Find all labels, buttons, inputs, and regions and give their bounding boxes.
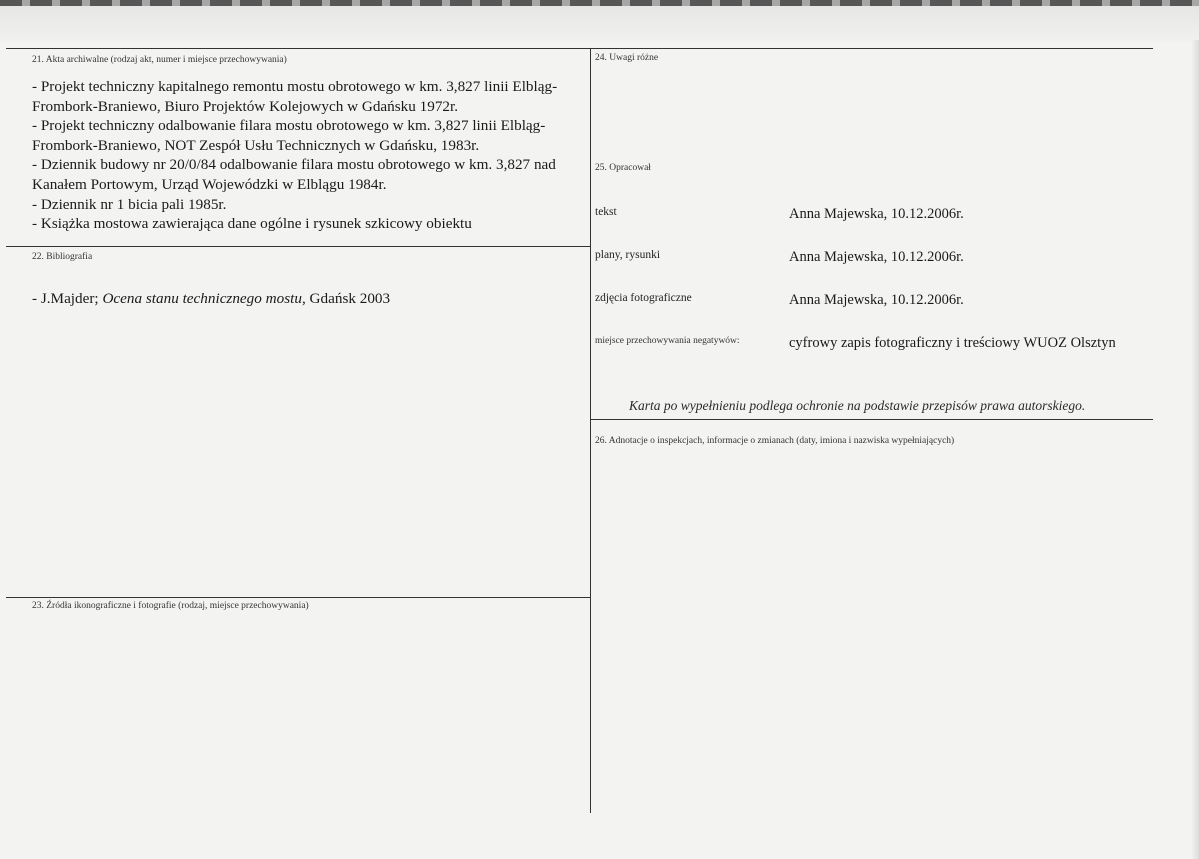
section-25-heading: 25. Opracował: [595, 163, 651, 173]
scan-top-shade: [0, 6, 1199, 42]
column-divider: [590, 48, 591, 813]
rule-section-23: [6, 597, 590, 598]
list-item: - Projekt techniczny odalbowanie filara mostu obrotowego w km. 3,827 linii Elbląg-Frombork-Braniewo, NOT Zespół Usłu Technicznych w Gdańsku, 1983r.: [32, 117, 546, 154]
bibliography-place-year: , Gdańsk 2003: [301, 290, 391, 307]
section-22-heading: 22. Bibliografia: [32, 252, 93, 262]
list-item: - Projekt techniczny kapitalnego remontu mostu obrotowego w km. 3,827 linii Elbląg-Frombork-Braniewo, Biuro Projektów Kolejowych w Gdańsku 1972r.: [32, 78, 558, 115]
row-value-photos: Anna Majewska, 10.12.2006r.: [789, 292, 964, 308]
rule-section-22: [6, 246, 590, 247]
bibliography-author: - J.Majder;: [32, 290, 103, 307]
section-26-heading: 26. Adnotacje o inspekcjach, informacje o zmianach (daty, imiona i nazwiska wypełniających): [595, 436, 955, 446]
row-label-negatives: miejsce przechowywania negatywów:: [595, 336, 740, 346]
row-value-text: Anna Majewska, 10.12.2006r.: [789, 206, 964, 222]
row-value-drawings: Anna Majewska, 10.12.2006r.: [789, 249, 964, 265]
list-item: - Książka mostowa zawierająca dane ogólne i rysunek szkicowy obiektu: [32, 215, 472, 233]
scan-right-edge: [1191, 40, 1199, 859]
row-label-text: tekst: [595, 206, 617, 218]
section-23-heading: 23. Źródła ikonograficzne i fotografie (rodzaj, miejsce przechowywania): [32, 601, 309, 611]
section-24-heading: 24. Uwagi różne: [595, 53, 659, 63]
bibliography-entry: [32, 290, 390, 308]
bibliography-title: Ocena stanu technicznego mostu: [102, 290, 302, 307]
archival-records-list: [32, 77, 577, 234]
top-rule: [6, 48, 1153, 49]
section-21-heading: 21. Akta archiwalne (rodzaj akt, numer i miejsce przechowywania): [32, 55, 287, 65]
list-item: - Dziennik budowy nr 20/0/84 odalbowanie filara mostu obrotowego w km. 3,827 nad Kanałem Portowym, Urząd Wojewódzki w Elblągu 1984r.: [32, 156, 556, 193]
row-value-negatives: cyfrowy zapis fotograficzny i treściowy WUOZ Olsztyn: [789, 335, 1116, 351]
row-label-photos: zdjęcia fotograficzne: [595, 292, 692, 304]
copyright-note: Karta po wypełnieniu podlega ochronie na podstawie przepisów prawa autorskiego.: [629, 398, 1086, 413]
rule-section-26: [590, 419, 1153, 420]
row-label-drawings: plany, rysunki: [595, 249, 661, 261]
list-item: - Dziennik nr 1 bicia pali 1985r.: [32, 195, 227, 213]
